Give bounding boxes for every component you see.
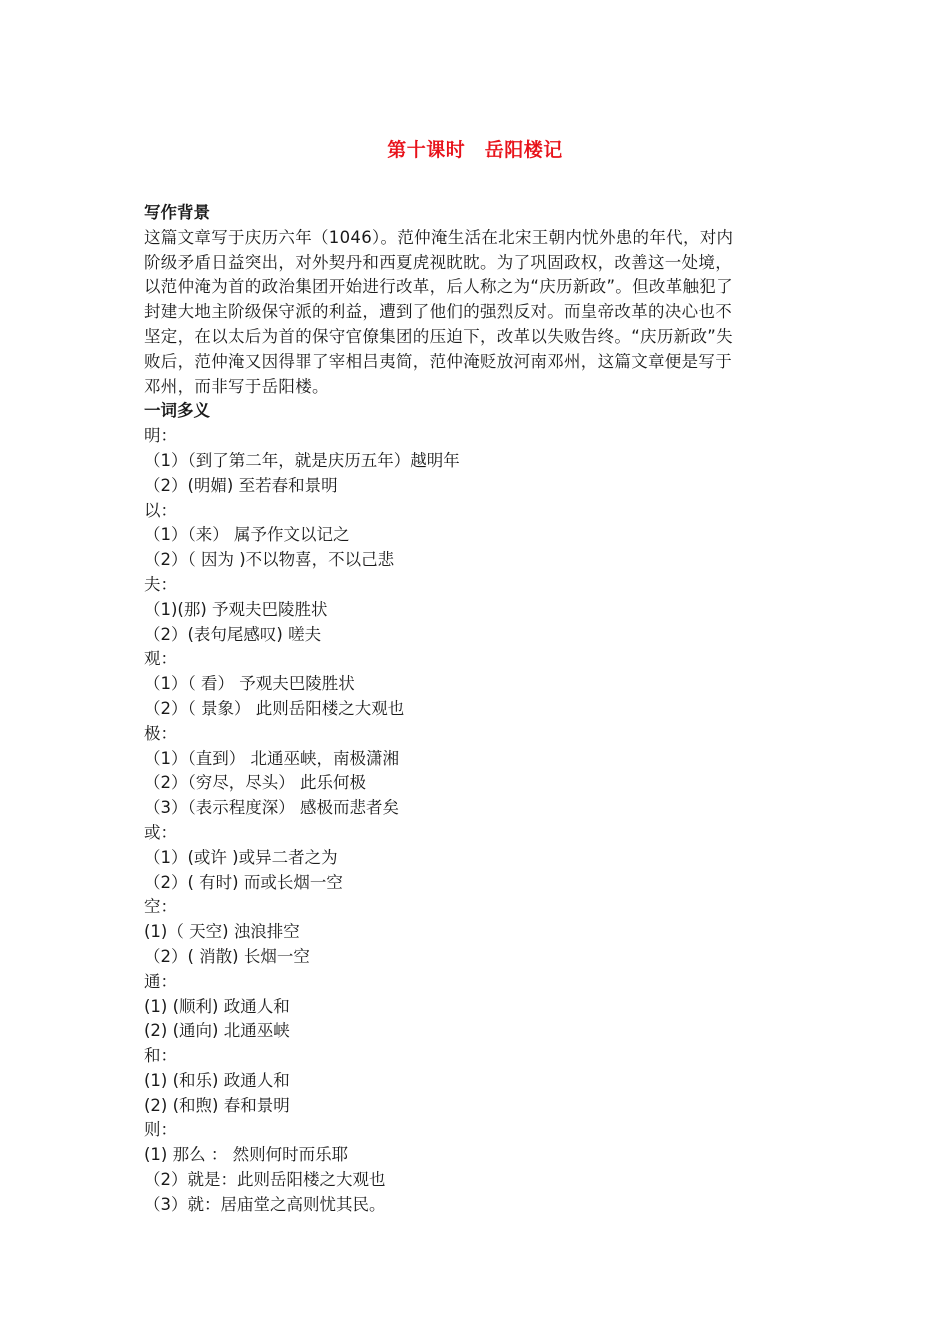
- polysemy-meaning: （2）(表句尾感叹) 嗟夫: [144, 624, 322, 644]
- paragraph-line: 邓州，而非写于岳阳楼。: [144, 376, 329, 396]
- polysemy-meaning: （2）( 消散) 长烟一空: [144, 946, 310, 966]
- paragraph-line: 以范仲淹为首的政治集团开始进行改革，后人称之为“庆历新政”。但改革触犯了: [144, 277, 733, 297]
- background-paragraph: [144, 226, 812, 400]
- polysemy-meaning: （2）（穷尽，尽头） 此乐何极: [144, 773, 366, 793]
- polysemy-word: 夫：: [144, 574, 177, 594]
- page-title: 第十课时 岳阳楼记: [387, 139, 563, 161]
- polysemy-meaning: （1）(或许 )或异二者之为: [144, 847, 338, 867]
- polysemy-meaning: （1）（来） 属予作文以记之: [144, 525, 350, 545]
- paragraph-line: 坚定，在以太后为首的保守官僚集团的压迫下，改革以失败告终。“庆历新政”失: [144, 326, 733, 346]
- polysemy-meaning: (2) (和煦) 春和景明: [144, 1095, 290, 1115]
- paragraph-line: 这篇文章写于庆历六年（1046）。范仲淹生活在北宋王朝内忧外患的年代，对内: [144, 227, 734, 247]
- document-body: [144, 201, 812, 1218]
- polysemy-list: [144, 424, 812, 1218]
- polysemy-word: 空：: [144, 897, 177, 917]
- polysemy-word: 则：: [144, 1120, 177, 1140]
- polysemy-meaning: （3）就：居庙堂之高则忧其民。: [144, 1194, 386, 1214]
- polysemy-meaning: （2）( 有时) 而或长烟一空: [144, 872, 343, 892]
- polysemy-meaning: （2）（ 因为 )不以物喜，不以己悲: [144, 550, 395, 570]
- polysemy-meaning: (1) 那么 ： 然则何时而乐耶: [144, 1145, 349, 1165]
- polysemy-meaning: （1)(那) 予观夫巴陵胜状: [144, 599, 328, 619]
- paragraph-line: 败后，范仲淹又因得罪了宰相吕夷简，范仲淹贬放河南邓州，这篇文章便是写于: [144, 351, 732, 371]
- polysemy-word: 明：: [144, 426, 177, 446]
- polysemy-word: 通：: [144, 971, 177, 991]
- paragraph-line: 阶级矛盾日益突出，对外契丹和西夏虎视眈眈。为了巩固政权，改善这一处境，: [144, 252, 732, 272]
- polysemy-meaning: （1）（到了第二年，就是庆历五年）越明年: [144, 450, 460, 470]
- polysemy-word: 或：: [144, 822, 177, 842]
- section-heading-background: 写作背景: [144, 203, 210, 222]
- polysemy-meaning: （2）（ 景象） 此则岳阳楼之大观也: [144, 698, 405, 718]
- polysemy-meaning: (1) (顺利) 政通人和: [144, 996, 290, 1016]
- polysemy-meaning: （3）（表示程度深） 感极而悲者矣: [144, 798, 399, 818]
- polysemy-word: 极：: [144, 723, 177, 743]
- polysemy-meaning: （1）（直到） 北通巫峡，南极潇湘: [144, 748, 399, 768]
- polysemy-word: 和：: [144, 1046, 177, 1066]
- paragraph-line: 封建大地主阶级保守派的利益，遭到了他们的强烈反对。而皇帝改革的决心也不: [144, 302, 732, 322]
- polysemy-meaning: （2）就是：此则岳阳楼之大观也: [144, 1170, 386, 1190]
- polysemy-meaning: (2) (通向) 北通巫峡: [144, 1021, 290, 1041]
- polysemy-meaning: (1)（ 天空) 浊浪排空: [144, 922, 300, 942]
- polysemy-meaning: （1）（ 看） 予观夫巴陵胜状: [144, 674, 355, 694]
- polysemy-meaning: （2）(明媚) 至若春和景明: [144, 475, 338, 495]
- polysemy-word: 以：: [144, 500, 177, 520]
- polysemy-word: 观：: [144, 649, 177, 669]
- section-heading-polysemy: 一词多义: [144, 401, 210, 421]
- polysemy-meaning: (1) (和乐) 政通人和: [144, 1070, 290, 1090]
